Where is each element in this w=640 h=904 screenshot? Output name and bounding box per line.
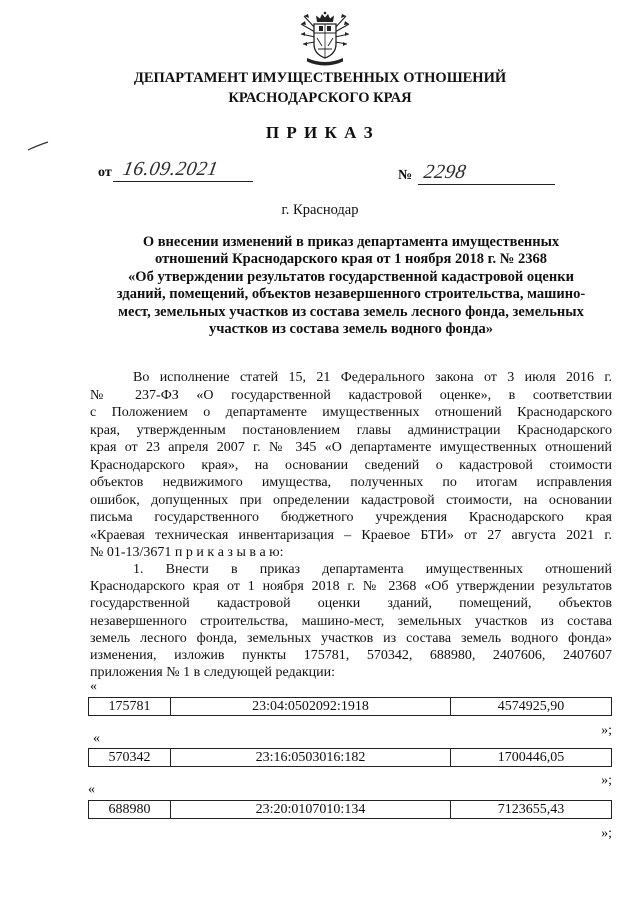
close-quote: »; — [601, 723, 612, 738]
text-line: письма государственного бюджетного учреждения Краснодарского края — [90, 510, 612, 525]
title-line: отношений Краснодарского края от 1 ноября 2018 г. № 2368 — [155, 251, 547, 268]
text-line: края от 23 апреля 2007 г. № 345 «О департаменте имущественных отношений — [90, 440, 612, 455]
cadastral-number-cell: 23:16:0503016:182 — [171, 749, 451, 766]
table-row — [88, 748, 612, 767]
text-line: края, утвержденным постановлением главы администрации Краснодарского — [90, 422, 612, 438]
text-line: государственной кадастровой оценки зданий, помещений, объектов — [90, 596, 612, 612]
cadastral-number-cell: 23:04:0502092:1918 — [171, 698, 451, 715]
title-line: мест, земельных участков из состава земель лесного фонда, земельных — [118, 303, 584, 320]
document-type: П Р И К А З — [265, 123, 375, 142]
handwritten-date: 16.09.2021 — [121, 158, 220, 180]
order-title — [90, 234, 612, 338]
open-quote: « — [90, 679, 97, 694]
department-name-line1: ДЕПАРТАМЕНТ ИМУЩЕСТВЕННЫХ ОТНОШЕНИЙ — [133, 70, 507, 86]
text-line: изменения, изложив пункты 175781, 570342, 688980, 2407606, 2407607 — [90, 648, 612, 664]
close-quote: »; — [601, 773, 612, 788]
date-prefix: от — [98, 165, 112, 180]
text-line: ошибок, допущенных при определении кадастровой стоимости, на основании — [90, 492, 612, 508]
title-line: «Об утверждении результатов государственной кадастровой оценки — [128, 268, 574, 285]
department-name-line2: КРАСНОДАРСКОГО КРАЯ — [228, 90, 412, 106]
table-row — [88, 800, 612, 819]
preamble-paragraph — [90, 369, 612, 562]
cadastral-value-cell: 7123655,43 — [497, 801, 565, 817]
text-line: объектов недвижимого имущества, полученных по итогам исправления — [90, 475, 612, 490]
text-line: приложения № 1 в следующей редакции: — [90, 665, 336, 681]
text-line: Краснодарского края от 1 ноября 2018 г. № 2368 «Об утверждении результатов — [90, 579, 612, 595]
text-line: Во исполнение статей 15, 21 Федерального закона от 3 июля 2016 г. — [133, 370, 612, 385]
text-line: с Положением о департаменте имущественных отношений Краснодарского — [90, 405, 612, 420]
item-number-cell: 175781 — [89, 698, 171, 715]
text-line: «Краевая техническая инвентаризация – Краевое БТИ» от 27 августа 2021 г. — [90, 527, 612, 543]
text-line: Краснодарского края», на основании сведений о кадастровой стоимости — [90, 457, 612, 473]
item-1-paragraph — [90, 561, 612, 681]
date-field — [113, 158, 253, 182]
item-number-cell: 570342 — [89, 749, 171, 766]
title-line: зданий, помещений, объектов незавершенного строительства, машино- — [116, 286, 586, 303]
cadastral-number-cell: 23:20:0107010:134 — [171, 801, 451, 818]
city-line: г. Краснодар — [281, 202, 359, 218]
cadastral-value-cell: 1700446,05 — [497, 749, 565, 765]
table-row — [88, 697, 612, 716]
number-field — [418, 161, 555, 185]
number-prefix: № — [398, 168, 413, 183]
text-line: земель лесного фонда, земельных участков из состава земель водного фонда» — [90, 630, 612, 646]
item-number-cell: 688980 — [89, 801, 171, 818]
text-line: № 01-13/3671 п р и к а з ы в а ю: — [90, 545, 284, 560]
coat-of-arms-icon — [300, 11, 350, 67]
open-quote: « — [93, 731, 100, 746]
cadastral-value-cell: 4574925,90 — [497, 698, 565, 714]
title-line: участков из состава земель водного фонда» — [208, 321, 493, 338]
text-line: незавершенного строительства, машино-мест, земельных участков из состава — [90, 613, 612, 629]
close-quote: »; — [601, 826, 612, 841]
handwritten-number: 2298 — [422, 161, 468, 183]
text-line: № 237-ФЗ «О государственной кадастровой оценке», в соответствии — [90, 387, 612, 403]
title-line: О внесении изменений в приказ департамента имущественных — [142, 234, 560, 250]
open-quote: « — [88, 782, 95, 797]
text-line: 1. Внести в приказ департамента имущественных отношений — [133, 562, 612, 577]
